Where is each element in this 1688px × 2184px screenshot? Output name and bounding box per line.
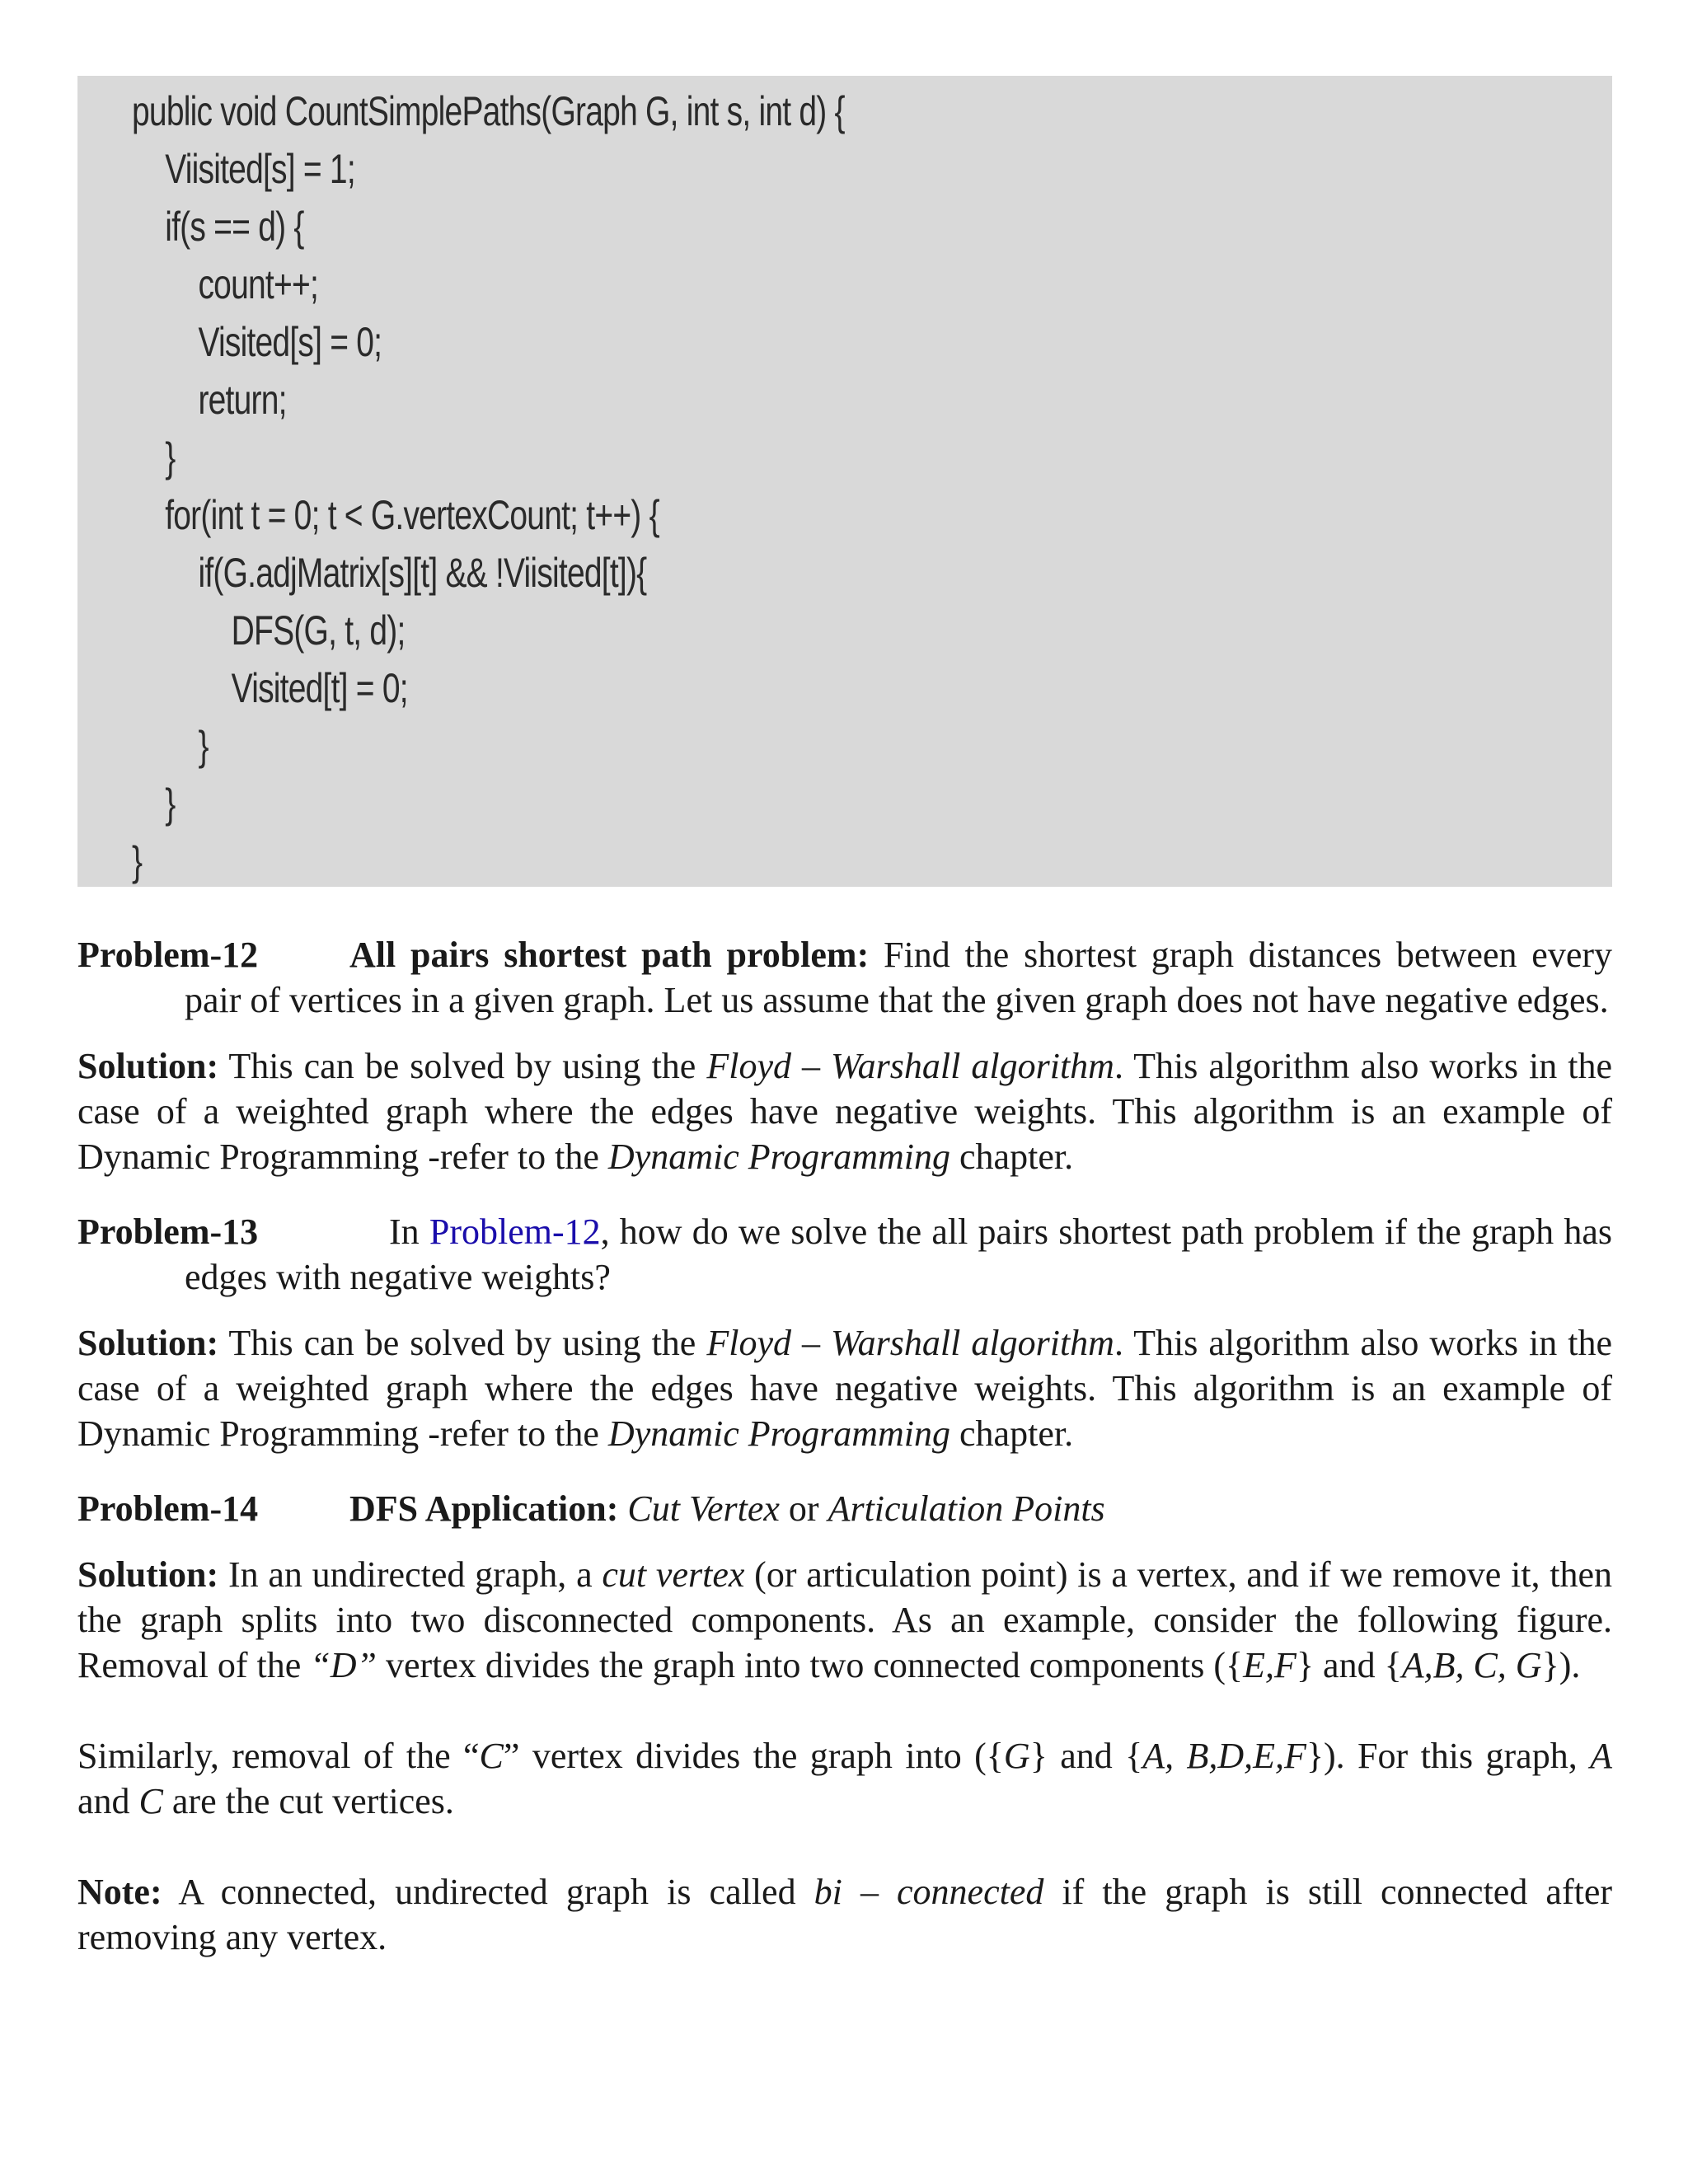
solution-12-text-3: chapter. <box>959 1137 1074 1177</box>
set-g: G <box>1003 1736 1030 1776</box>
chapter-name: Dynamic Programming <box>607 1137 951 1177</box>
code-line: } <box>132 434 176 480</box>
problem-12-label: Problem-12 <box>77 935 259 975</box>
problem-13-text: , how do we solve the all pairs shortest path problem if the graph has edges with negative weights? <box>185 1212 1613 1297</box>
code-line: Visited[t] = 0; <box>132 665 408 711</box>
algorithm-name: Floyd – Warshall algorithm <box>706 1046 1114 1086</box>
code-line: Visited[s] = 0; <box>132 319 382 365</box>
articulation-points-term: Articulation Points <box>828 1488 1105 1529</box>
solution-12 <box>77 1043 1612 1179</box>
problem-13-label: Problem-13 <box>77 1212 259 1252</box>
algorithm-name: Floyd – Warshall algorithm <box>706 1323 1114 1363</box>
solution-12-text-2: . This algorithm also works in the case of a weighted graph where the edges have negative weights. This algorithm is an example of Dynamic Programming -refer to the <box>77 1046 1613 1177</box>
vertex-d: “D” <box>310 1645 377 1685</box>
solution-label: Solution: <box>77 1046 219 1086</box>
solution-13-text-2: . This algorithm also works in the case of a weighted graph where the edges have negative weights. This algorithm is an example of Dynamic Programming -refer to the <box>77 1323 1613 1454</box>
set-abcg: A,B, C, G <box>1401 1645 1542 1685</box>
and-word: and <box>77 1781 130 1821</box>
vertex-c: C <box>138 1781 163 1821</box>
code-line: for(int t = 0; t < G.vertexCount; t++) { <box>132 492 659 538</box>
code-block <box>77 76 1612 887</box>
solution-13-text-3: chapter. <box>959 1413 1074 1454</box>
similarly-text-4: }). For this graph, <box>1306 1736 1578 1776</box>
note-text: A connected, undirected graph is called <box>178 1872 796 1912</box>
set-abdef: A, B,D,E,F <box>1142 1736 1306 1776</box>
problem-12-title: All pairs shortest path problem: <box>349 935 870 975</box>
solution-label: Solution: <box>77 1323 219 1363</box>
problem-14-label: Problem-14 <box>77 1488 259 1529</box>
problem-14 <box>77 1486 1612 1531</box>
solution-14-text-2: (or articulation point) is a vertex, and if we remove it, then the graph splits into two disconnected components. As an example, consider the following figure. Removal of the <box>77 1554 1613 1685</box>
similarly-text-5: are the cut vertices. <box>171 1781 454 1821</box>
note-text-2: if the graph is still connected after removing any vertex. <box>77 1872 1612 1957</box>
similarly-text-3: } and { <box>1029 1736 1143 1776</box>
solution-label: Solution: <box>77 1554 219 1595</box>
chapter-name: Dynamic Programming <box>607 1413 951 1454</box>
code-line: Viisited[s] = 1; <box>132 146 355 192</box>
solution-13-text: This can be solved by using the <box>228 1323 696 1363</box>
solution-14-text-3: vertex divides the graph into two connected components ({ <box>385 1645 1244 1685</box>
problem-12 <box>77 932 1612 1023</box>
similarly-text: Similarly, removal of the “ <box>77 1736 480 1776</box>
code-line: count++; <box>132 261 319 307</box>
solution-14-text-4: } and { <box>1296 1645 1402 1685</box>
solution-12-text: This can be solved by using the <box>228 1046 696 1086</box>
problem-13 <box>77 1209 1612 1300</box>
note-paragraph <box>77 1869 1612 1960</box>
code-line: if(s == d) { <box>132 204 304 250</box>
similarly-text-2: ” vertex divides the graph into ({ <box>503 1736 1004 1776</box>
problem-12-text: Find the shortest graph distances between every pair of vertices in a given graph. Let us assume that the given graph does not have negative edges. <box>185 935 1613 1020</box>
note-label: Note: <box>77 1872 162 1912</box>
similarly-paragraph <box>77 1733 1612 1824</box>
problem-12-link[interactable]: Problem-12 <box>429 1212 601 1252</box>
solution-13 <box>77 1320 1612 1456</box>
code-line: } <box>132 723 209 769</box>
code-line: DFS(G, t, d); <box>132 607 406 654</box>
code-line: public void CountSimplePaths(Graph G, int s, int d) { <box>132 88 845 134</box>
problem-13-pre: In <box>389 1212 420 1252</box>
vertex-c: C <box>479 1736 504 1776</box>
or-word: or <box>788 1488 819 1529</box>
cut-vertex-term: cut vertex <box>602 1554 745 1595</box>
page <box>77 76 1612 1960</box>
code-line: return; <box>132 377 287 423</box>
solution-14-text-5: }). <box>1541 1645 1581 1685</box>
solution-14-text: In an undirected graph, a <box>227 1554 593 1595</box>
bi-connected-term: bi – connected <box>814 1872 1044 1912</box>
code-line: if(G.adjMatrix[s][t] && !Viisited[t]){ <box>132 550 647 596</box>
solution-14 <box>77 1552 1612 1688</box>
set-ef: E,F <box>1243 1645 1296 1685</box>
cut-vertex-term: Cut Vertex <box>627 1488 780 1529</box>
problem-14-title: DFS Application: <box>349 1488 619 1529</box>
code-line: } <box>132 780 176 827</box>
vertex-a: A <box>1590 1736 1612 1776</box>
code-line: } <box>132 838 143 884</box>
